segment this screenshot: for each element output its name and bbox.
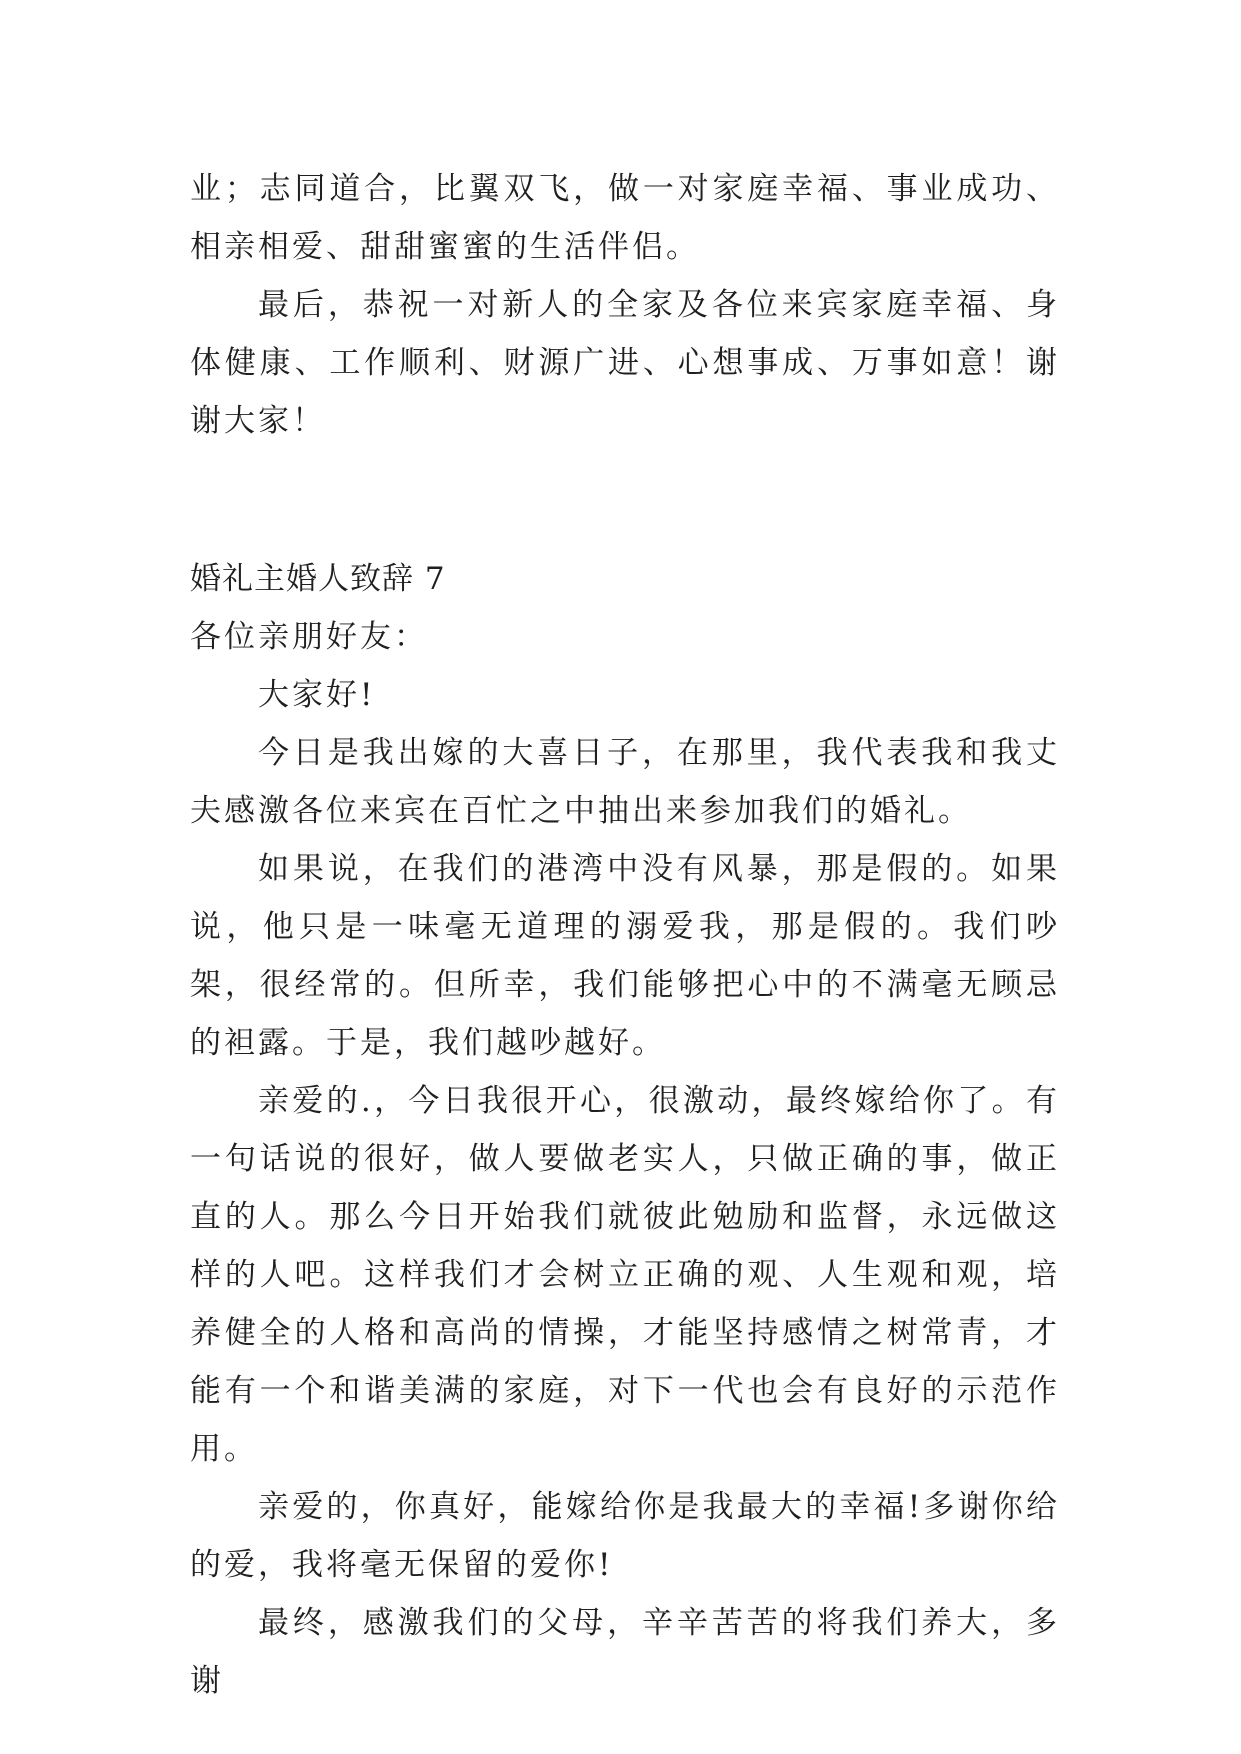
paragraph-thanks-parents: 最终，感激我们的父母，辛辛苦苦的将我们养大，多谢 (190, 1605, 1060, 1699)
section-spacer (190, 450, 1060, 550)
paragraph-thanks-guests: 今日是我出嫁的大喜日子，在那里，我代表我和我丈夫感激各位来宾在百忙之中抽出来参加我们的婚礼。 (190, 735, 1060, 829)
paragraph-happiness: 亲爱的，你真好，能嫁给你是我最大的幸福!多谢你给的爱，我将毫无保留的爱你! (190, 1489, 1060, 1583)
paragraph-closing-wishes: 最后，恭祝一对新人的全家及各位来宾家庭幸福、身体健康、工作顺利、财源广进、心想事成、万事如意！谢谢大家！ (190, 287, 1060, 439)
paragraph-harbor: 如果说，在我们的港湾中没有风暴，那是假的。如果说，他只是一味毫无道理的溺爱我，那是假的。我们吵架，很经常的。但所幸，我们能够把心中的不满毫无顾忌的袒露。于是，我们越吵越好。 (190, 851, 1060, 1061)
salutation: 各位亲朋好友： (190, 619, 428, 655)
paragraph-continued: 业；志同道合，比翼双飞，做一对家庭幸福、事业成功、相亲相爱、甜甜蜜蜜的生活伴侣。 (190, 171, 1060, 265)
paragraph-greeting: 大家好! (258, 677, 376, 713)
section-title: 婚礼主婚人致辞 7 (190, 561, 446, 597)
document-body (190, 160, 1060, 1710)
paragraph-dear: 亲爱的.，今日我很开心，很激动，最终嫁给你了。有一句话说的很好，做人要做老实人，只做正确的事，做正直的人。那么今日开始我们就彼此勉励和监督，永远做这样的人吧。这样我们才会树立正确的观、人生观和观，培养健全的人格和高尚的情操，才能坚持感情之树常青，才能有一个和谐美满的家庭，对下一代也会有良好的示范作用。 (190, 1083, 1060, 1467)
